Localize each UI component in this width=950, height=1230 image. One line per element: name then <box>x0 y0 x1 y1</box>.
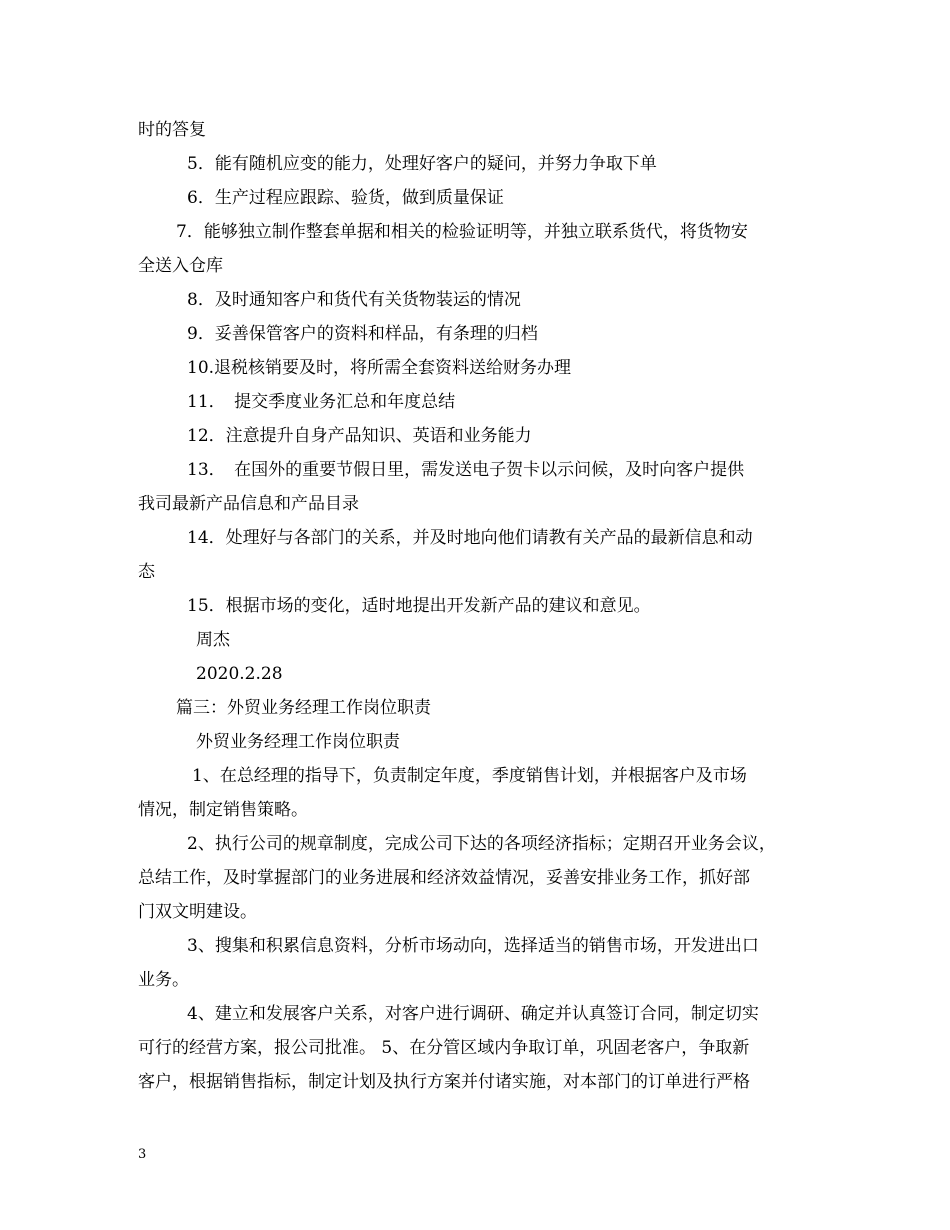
text-line: 10.退税核销要及时，将所需全套资料送给财务办理 <box>187 358 572 378</box>
signature-date: 2020.2.28 <box>196 664 283 684</box>
text-line: 全送入仓库 <box>138 256 223 276</box>
text-line: 6．生产过程应跟踪、验货，做到质量保证 <box>187 188 504 208</box>
text-line: 门双文明建设。 <box>138 902 257 922</box>
text-line: 3、搜集和积累信息资料，分析市场动向，选择适当的销售市场，开发进出口 <box>187 936 759 956</box>
text-line: 时的答复 <box>138 120 206 140</box>
text-line: 11． 提交季度业务汇总和年度总结 <box>187 392 456 412</box>
text-line: 客户，根据销售指标，制定计划及执行方案并付诸实施，对本部门的订单进行严格 <box>138 1072 750 1092</box>
signature-name: 周杰 <box>196 630 230 650</box>
text-line: 8．及时通知客户和货代有关货物装运的情况 <box>187 290 521 310</box>
text-line: 业务。 <box>138 970 189 990</box>
text-line: 总结工作，及时掌握部门的业务进展和经济效益情况，妥善安排业务工作，抓好部 <box>138 868 750 888</box>
text-line: 15．根据市场的变化，适时地提出开发新产品的建议和意见。 <box>187 596 651 616</box>
text-line: 14．处理好与各部门的关系，并及时地向他们请教有关产品的最新信息和动 <box>187 528 753 548</box>
text-line: 12．注意提升自身产品知识、英语和业务能力 <box>187 426 532 446</box>
section-subheading: 外贸业务经理工作岗位职责 <box>196 732 400 752</box>
text-line: 7．能够独立制作整套单据和相关的检验证明等，并独立联系货代，将货物安 <box>176 222 748 242</box>
page-number: 3 <box>138 1147 147 1162</box>
text-line: 5．能有随机应变的能力，处理好客户的疑问，并努力争取下单 <box>187 154 657 174</box>
text-line: 13． 在国外的重要节假日里，需发送电子贺卡以示问候，及时向客户提供 <box>187 460 745 480</box>
text-line: 9．妥善保管客户的资料和样品，有条理的归档 <box>187 324 538 344</box>
section-heading: 篇三：外贸业务经理工作岗位职责 <box>176 698 431 718</box>
text-line: 态 <box>138 562 155 582</box>
text-line: 可行的经营方案，报公司批准。 5、在分管区域内争取订单，巩固老客户，争取新 <box>138 1038 750 1058</box>
text-line: 4、建立和发展客户关系，对客户进行调研、确定并认真签订合同，制定切实 <box>187 1004 759 1024</box>
text-line: 我司最新产品信息和产品目录 <box>138 494 359 514</box>
text-line: 情况，制定销售策略。 <box>138 800 308 820</box>
text-line: 2、执行公司的规章制度，完成公司下达的各项经济指标；定期召开业务会议， <box>187 834 776 854</box>
text-line: 1、在总经理的指导下，负责制定年度，季度销售计划，并根据客户及市场 <box>192 766 747 786</box>
